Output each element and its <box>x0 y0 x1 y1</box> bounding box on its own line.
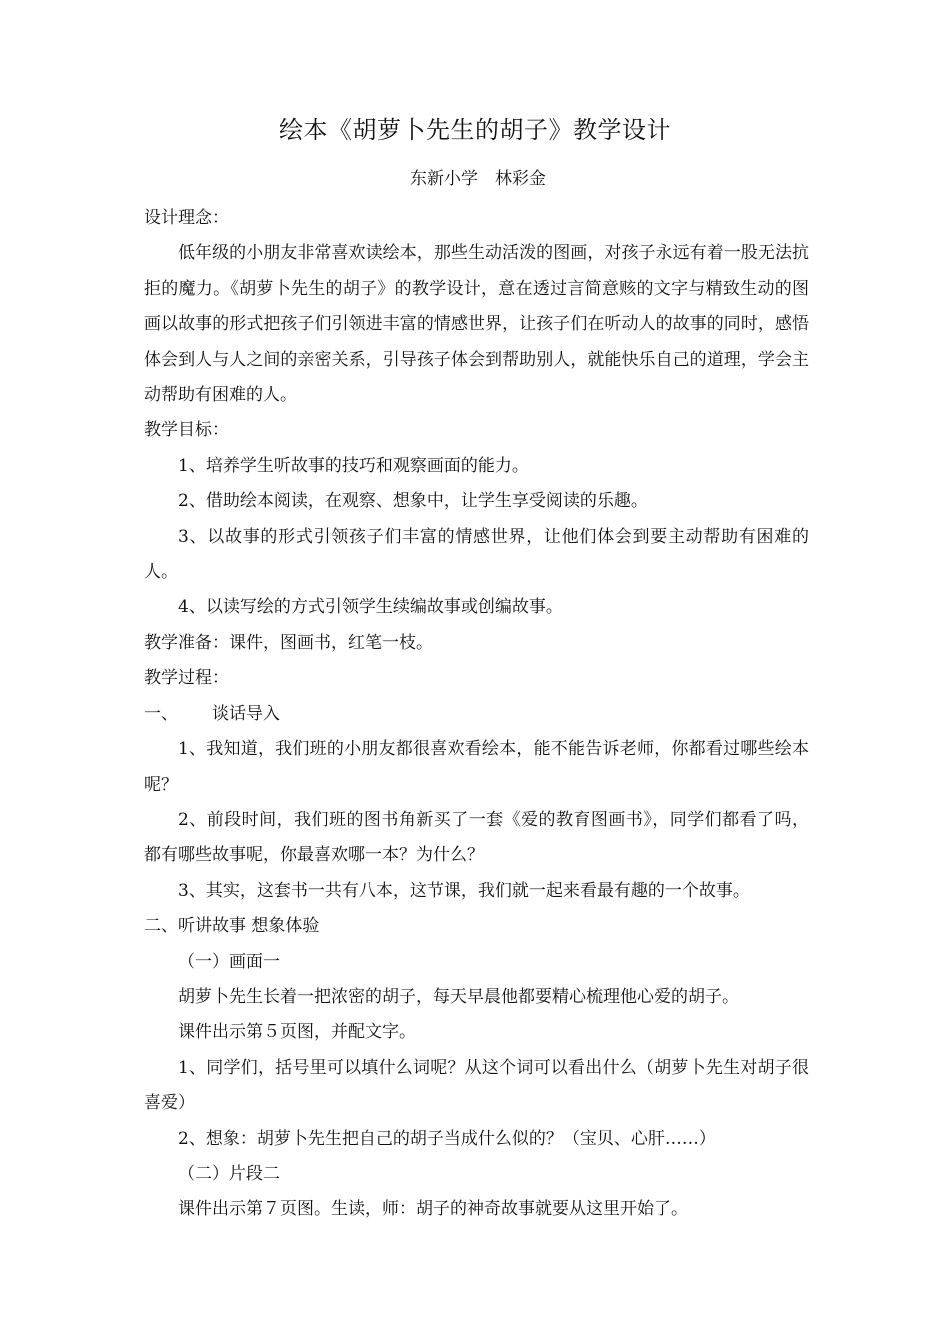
scene-line: 课件出示第５页图，并配文字。 <box>178 1022 416 1043</box>
section-heading <box>144 697 809 732</box>
document-body <box>144 201 809 1228</box>
scene-line: 胡萝卜先生长着一把浓密的胡子，每天早晨他都要精心梳理他心爱的胡子。 <box>178 986 739 1007</box>
scene-line: 课件出示第７页图。生读，师：胡子的神奇故事就要从这里开始了。 <box>178 1199 688 1220</box>
design-concept-paragraph: 低年级的小朋友非常喜欢读绘本，那些生动活泼的图画，对孩子永远有着一股无法抗拒的魔力。《胡萝卜先生的胡子》的教学设计，意在透过言简意赅的文字与精致生动的图画以故事的形式把孩子们引领进丰富的情感世界，让孩子们在听动人的故事的同时，感悟体会到人与人之间的亲密关系，引导孩子体会到帮助别人，就能快乐自己的道理，学会主动帮助有困难的人。 <box>144 243 809 406</box>
process-heading: 教学过程： <box>144 668 229 689</box>
subsection-heading: （二）片段二 <box>178 1163 280 1184</box>
objective-item: 2、借助绘本阅读，在观察、想象中，让学生享受阅读的乐趣。 <box>178 491 648 512</box>
section-title: 谈话导入 <box>212 703 280 724</box>
scene-line: 2、想象：胡萝卜先生把自己的胡子当成什么似的？（宝贝、心肝……） <box>178 1128 716 1149</box>
scene-line: 1、同学们，括号里可以填什么词呢？从这个词可以看出什么（胡萝卜先生对胡子很喜爱） <box>144 1057 809 1114</box>
document-title: 绘本《胡萝卜先生的胡子》教学设计 <box>279 116 671 144</box>
objective-item: 3、以故事的形式引领孩子们丰富的情感世界，让他们体会到要主动帮助有困难的人。 <box>144 526 809 583</box>
objective-item: 1、培养学生听故事的技巧和观察画面的能力。 <box>178 455 529 476</box>
objective-item: 4、以读写绘的方式引领学生续编故事或创编故事。 <box>178 597 563 618</box>
subsection-heading: （一）画面一 <box>178 951 280 972</box>
section-item: 2、前段时间，我们班的图书角新买了一套《爱的教育图画书》，同学们都看了吗，都有哪些故事呢，你最喜欢哪一本？为什么？ <box>144 809 809 866</box>
objectives-heading: 教学目标： <box>144 420 229 441</box>
section-heading: 二、听讲故事 想象体验 <box>144 916 320 937</box>
section-item: 3、其实，这套书一共有八本，这节课，我们就一起来看最有趣的一个故事。 <box>178 880 750 901</box>
section-item: 1、我知道，我们班的小朋友都很喜欢看绘本，能不能告诉老师，你都看过哪些绘本呢？ <box>144 739 809 795</box>
section-number: 一、 <box>144 703 178 724</box>
author-line: 东新小学 林彩金 <box>410 169 546 189</box>
preparation-line: 教学准备：课件，图画书，红笔一枝。 <box>144 632 433 653</box>
design-concept-heading: 设计理念： <box>144 208 229 228</box>
